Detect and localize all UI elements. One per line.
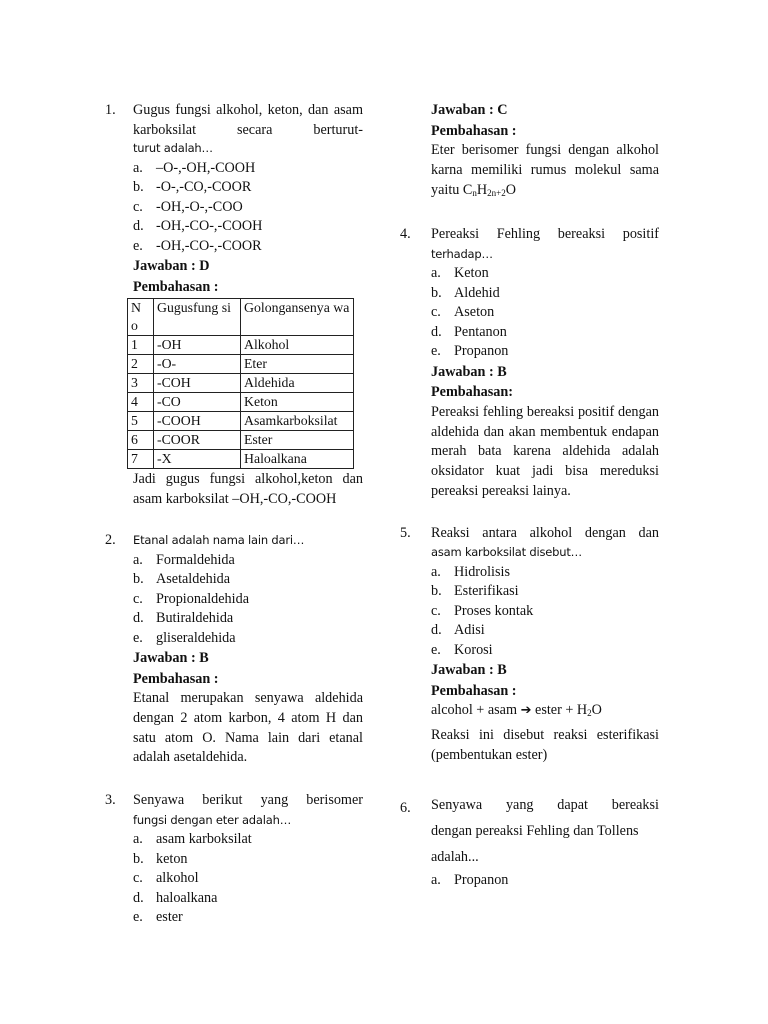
option-letter: a. <box>431 871 441 888</box>
option-text: –O-,-OH,-COOH <box>156 159 256 176</box>
solution-label: Pembahasan : <box>133 670 219 687</box>
stem-text: Senyawa berikut yang berisomer <box>133 792 363 809</box>
option-text: Aldehid <box>454 284 500 301</box>
equation-right: ester + H <box>535 702 588 719</box>
option-letter: d. <box>133 610 144 626</box>
table-cell: 5 <box>128 412 154 431</box>
option-text: keton <box>156 850 188 867</box>
option-letter: e. <box>431 641 441 658</box>
header-cell: Gugusfung si <box>154 299 241 336</box>
table-cell: -CO <box>154 393 241 412</box>
table-cell: Ester <box>241 431 354 450</box>
option-c[interactable] <box>133 198 363 218</box>
option-b[interactable] <box>431 582 659 602</box>
table-cell: Alkohol <box>241 336 354 355</box>
option-e[interactable] <box>431 641 659 661</box>
table-cell: Keton <box>241 393 354 412</box>
option-b[interactable] <box>133 850 363 870</box>
question-number: 5. <box>400 524 411 541</box>
stem-text: Senyawa yang dapat bereaksi <box>431 796 659 813</box>
table-row <box>128 450 354 469</box>
question-6 <box>400 792 659 891</box>
table-cell: Aldehida <box>241 374 354 393</box>
option-b[interactable] <box>431 284 659 304</box>
equation-left: alcohol + asam <box>431 702 518 719</box>
option-d[interactable] <box>133 609 363 629</box>
option-d[interactable] <box>431 621 659 641</box>
option-letter: b. <box>133 571 144 587</box>
functional-group-table <box>127 298 354 469</box>
answer-label: Jawaban : B <box>133 650 209 666</box>
question-stem <box>133 531 363 551</box>
table-row <box>128 412 354 431</box>
answer-label: Jawaban : D <box>133 258 210 274</box>
option-c[interactable] <box>133 590 363 610</box>
table-row <box>128 431 354 450</box>
explanation-text: Jadi gugus fungsi alkohol,keton dan asam karboksilat –OH,-CO,-COOH <box>133 471 363 507</box>
option-a[interactable] <box>133 551 363 571</box>
table-cell: 6 <box>128 431 154 450</box>
stem-text: Pereaksi Fehling bereaksi positif <box>431 226 659 243</box>
option-text: haloalkana <box>156 889 218 906</box>
table-cell: Haloalkana <box>241 450 354 469</box>
question-3 <box>105 791 363 928</box>
header-cell: Golongansenya wa <box>241 299 354 336</box>
option-b[interactable] <box>133 570 363 590</box>
question-5 <box>400 524 659 766</box>
option-text: Formaldehida <box>156 551 235 568</box>
option-letter: b. <box>431 583 442 600</box>
question-stem <box>133 791 363 811</box>
formula-part: O <box>505 181 516 198</box>
answer-label: Jawaban : B <box>431 363 507 380</box>
option-a[interactable] <box>431 264 659 284</box>
option-text: -O-,-CO,-COOR <box>156 179 252 195</box>
option-text: Propanon <box>454 871 509 888</box>
solution-label: Pembahasan : <box>431 122 517 139</box>
option-letter: a. <box>431 265 441 282</box>
question-stem-line-3 <box>431 844 659 870</box>
option-text: Proses kontak <box>454 602 534 619</box>
options-list <box>133 551 363 649</box>
option-text: -OH,-O-,-COO <box>156 198 243 215</box>
option-letter: b. <box>133 850 144 867</box>
option-letter: a. <box>133 831 143 848</box>
option-letter: a. <box>431 563 441 580</box>
table-cell: -COOH <box>154 412 241 431</box>
option-letter: e. <box>133 237 143 254</box>
option-a[interactable] <box>133 830 363 850</box>
table-header-row <box>128 299 354 336</box>
formula-part: H <box>476 181 488 198</box>
option-text: alkohol <box>156 870 199 887</box>
option-c[interactable] <box>133 869 363 889</box>
option-a[interactable] <box>431 563 659 583</box>
question-4 <box>400 225 659 501</box>
table-cell: 7 <box>128 450 154 469</box>
table-row <box>128 336 354 355</box>
options-list <box>133 830 363 928</box>
option-text: -OH,-CO-,-COOH <box>156 218 263 234</box>
question-1 <box>105 101 363 509</box>
option-letter: c. <box>431 602 441 619</box>
option-letter: d. <box>431 622 442 639</box>
option-text: Propanon <box>454 343 509 360</box>
question-number: 2. <box>105 532 116 548</box>
table-cell: -X <box>154 450 241 469</box>
explanation-text: Pereaksi fehling bereaksi positif dengan aldehida dan akan membentuk endapan merah bata karena aldehida adalah oksidator kuat jadi bisa mereduksi pereaksi pereaksi lainya. <box>431 403 659 500</box>
option-text: ester <box>156 909 183 926</box>
equation-end: O <box>591 702 602 719</box>
table-row <box>128 393 354 412</box>
answer-label: Jawaban : B <box>431 662 507 679</box>
question-number: 3. <box>105 792 116 809</box>
options-list <box>431 563 659 661</box>
table-cell: -COH <box>154 374 241 393</box>
option-text: Hidrolisis <box>454 563 510 580</box>
left-column <box>105 100 363 928</box>
option-text: Pentanon <box>454 323 507 340</box>
option-letter: d. <box>133 218 144 234</box>
option-letter: d. <box>133 889 144 906</box>
stem-text: Gugus fungsi alkohol, keton, dan asam karboksilat secara berturut- <box>133 102 363 138</box>
question-stem-line-1 <box>431 792 659 818</box>
stem-tail-text: turut adalah… <box>133 141 213 155</box>
question-stem <box>431 225 659 245</box>
option-e[interactable] <box>133 237 363 257</box>
option-text: Adisi <box>454 622 485 639</box>
option-e[interactable] <box>133 629 363 649</box>
table-cell: 1 <box>128 336 154 355</box>
table-cell: -O- <box>154 355 241 374</box>
options-list <box>431 264 659 362</box>
option-d[interactable] <box>431 323 659 343</box>
table-cell: -OH <box>154 336 241 355</box>
solution-label: Pembahasan: <box>431 384 513 401</box>
option-e[interactable] <box>431 342 659 362</box>
question-number: 6. <box>400 799 411 816</box>
explanation-body: Eter berisomer fungsi dengan alkohol karna memiliki rumus molekul sama yaitu C <box>431 142 659 198</box>
table-cell: 4 <box>128 393 154 412</box>
solution-label: Pembahasan : <box>133 278 219 295</box>
option-text: Butiraldehida <box>156 610 234 626</box>
option-c[interactable] <box>431 602 659 622</box>
option-letter: a. <box>133 551 143 568</box>
option-letter: e. <box>431 343 441 360</box>
option-letter: a. <box>133 159 143 176</box>
explanation-text: Etanal merupakan senyawa aldehida dengan 2 atom karbon, 4 atom H dan satu atom O. Nama lain dari etanal adalah asetaldehida. <box>133 690 363 766</box>
option-text: asam karboksilat <box>156 831 252 848</box>
stem-tail-text: terhadap… <box>431 246 493 261</box>
option-letter: d. <box>431 323 442 340</box>
option-b[interactable] <box>133 178 363 198</box>
arrow-icon: ➔ <box>520 703 532 719</box>
option-text: Propionaldehida <box>156 590 249 607</box>
stem-text: Reaksi antara alkohol dengan dan <box>431 524 659 541</box>
right-column <box>400 100 659 890</box>
option-letter: e. <box>133 909 143 926</box>
options-list <box>133 159 363 257</box>
option-text: Aseton <box>454 304 495 321</box>
option-a[interactable] <box>431 871 659 891</box>
question-stem-tail <box>133 139 363 159</box>
answer-label: Jawaban : C <box>431 102 508 118</box>
table-row <box>128 374 354 393</box>
question-number: 1. <box>105 102 116 118</box>
option-text: Asetaldehida <box>156 571 231 587</box>
question-number: 4. <box>400 226 411 243</box>
options-list <box>431 871 659 891</box>
option-letter: e. <box>133 629 143 646</box>
stem-tail-text: asam karboksilat disebut… <box>431 545 582 560</box>
stem-text: Etanal adalah nama lain dari… <box>133 533 305 547</box>
table-cell: 3 <box>128 374 154 393</box>
option-text: gliseraldehida <box>156 629 236 646</box>
option-text: -OH,-CO-,-COOR <box>156 237 262 254</box>
table-row <box>128 355 354 374</box>
option-e[interactable] <box>133 908 363 928</box>
question-stem-tail <box>431 543 659 563</box>
option-letter: c. <box>431 304 441 321</box>
stem-text: dengan pereaksi Fehling dan Tollens <box>431 822 639 839</box>
option-d[interactable] <box>133 217 363 237</box>
question-2 <box>105 531 363 768</box>
option-text: Korosi <box>454 641 493 658</box>
formula-subscript: 2n+2 <box>487 187 506 198</box>
table-cell: -COOR <box>154 431 241 450</box>
option-letter: c. <box>133 870 143 887</box>
question-stem <box>431 524 659 544</box>
table-cell: 2 <box>128 355 154 374</box>
question-stem <box>133 101 363 140</box>
explanation-text <box>431 141 659 203</box>
table-cell: Asamkarboksilat <box>241 412 354 431</box>
formula-subscript: n <box>472 187 477 198</box>
question-stem-tail <box>133 811 363 831</box>
option-text: Keton <box>454 265 489 282</box>
question-3-continued <box>400 100 659 203</box>
stem-tail-text: fungsi dengan eter adalah… <box>133 812 291 827</box>
reaction-equation <box>431 701 659 724</box>
question-stem-tail <box>431 245 659 265</box>
solution-label: Pembahasan : <box>431 682 517 699</box>
option-a[interactable] <box>133 159 363 179</box>
option-text: Esterifikasi <box>454 583 519 600</box>
option-c[interactable] <box>431 303 659 323</box>
option-letter: c. <box>133 198 143 215</box>
explanation-text: Reaksi ini disebut reaksi esterifikasi (pembentukan ester) <box>431 727 659 763</box>
question-stem-line-2 <box>431 818 659 844</box>
stem-text: adalah... <box>431 848 479 865</box>
header-cell: N o <box>128 299 154 336</box>
equation-subscript: 2 <box>587 708 592 719</box>
option-letter: b. <box>133 179 144 195</box>
option-letter: c. <box>133 590 143 607</box>
option-d[interactable] <box>133 889 363 909</box>
option-letter: b. <box>431 284 442 301</box>
table-cell: Eter <box>241 355 354 374</box>
